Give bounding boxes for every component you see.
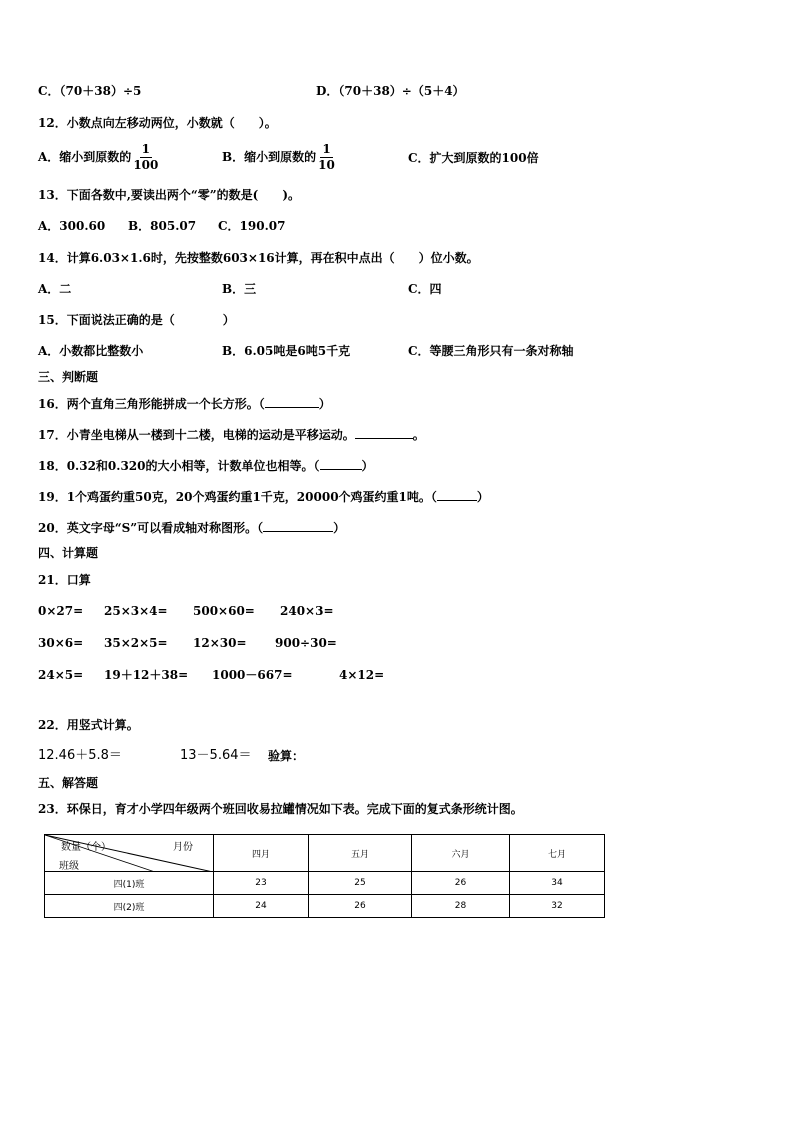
q18 [38,457,374,474]
table-cell: 23 [214,872,309,895]
q12-option-a-text: A．缩小到原数的 [38,150,132,164]
mental-calc-2-4: 900÷30= [275,636,337,650]
q22-stem: 22．用竖式计算。 [38,718,139,732]
answer-blank[interactable] [437,488,477,501]
q16-end: ） [318,397,331,411]
mental-calc-1-4: 240×3= [280,604,334,618]
q14-option-c: C．四 [408,282,442,296]
q18-end: ） [361,459,374,473]
q13-option-a: A．300.60 [38,219,106,233]
mental-calc-2-1: 30×6= [38,636,84,650]
answer-blank[interactable] [355,426,413,439]
numerator: 1 [322,142,331,156]
q20-text: 20．英文字母“S”可以看成轴对称图形。（ [38,521,264,535]
class-name: 四(1)班 [45,872,214,895]
q17 [38,426,425,443]
q16-text: 16．两个直角三角形能拼成一个长方形。（ [38,397,265,411]
mental-calc-2-2: 35×2×5= [104,636,168,650]
q12-option-b-text: B．缩小到原数的 [222,150,317,164]
vertical-calc-1: 12.46＋5.8＝ [38,748,122,763]
mental-calc-1-2: 25×3×4= [104,604,168,618]
mental-calc-1-1: 0×27= [38,604,84,618]
q12-option-a [38,142,160,173]
month-header: 六月 [412,835,510,872]
q15-option-b: B．6.05吨是6吨5千克 [222,344,351,358]
month-header: 七月 [510,835,605,872]
corner-label-class: 班级 [59,861,79,872]
corner-label-quantity: 数量（个） [61,842,111,853]
q19 [38,488,489,505]
table-row [45,872,605,895]
answer-blank[interactable] [320,457,362,470]
q19-text: 19．1个鸡蛋约重50克，20个鸡蛋约重1千克，20000个鸡蛋约重1吨。（ [38,490,437,504]
table-row [45,895,605,918]
q12-option-c: C．扩大到原数的100倍 [408,151,539,165]
q11-option-c: C．（70＋38）÷5 [38,84,142,98]
mental-calc-2-3: 12×30= [193,636,247,650]
mental-calc-3-1: 24×5= [38,668,84,682]
section-3-heading: 三、判断题 [38,370,99,384]
month-header: 四月 [214,835,309,872]
q15-option-a: A．小数都比整数小 [38,344,144,358]
section-5-heading: 五、解答题 [38,776,99,790]
q15-stem: 15．下面说法正确的是（ ） [38,313,235,327]
q13-stem: 13．下面各数中,要读出两个“零”的数是( )。 [38,188,301,202]
table-cell: 26 [309,895,412,918]
table-cell: 24 [214,895,309,918]
table-cell: 25 [309,872,412,895]
table-cell: 26 [412,872,510,895]
fraction-1-100 [133,142,158,173]
class-name: 四(2)班 [45,895,214,918]
mental-calc-3-3: 1000－667= [212,668,293,682]
check-label: 验算： [268,749,305,763]
table-cell: 32 [510,895,605,918]
q11-option-d: D．（70＋38）÷（5＋4） [316,84,465,98]
q16 [38,395,331,412]
q20 [38,519,345,536]
q17-end: 。 [412,428,425,442]
table-cell: 34 [510,872,605,895]
q18-text: 18．0.32和0.320的大小相等，计数单位也相等。（ [38,459,320,473]
fraction-1-10 [318,142,335,173]
q12-stem: 12．小数点向左移动两位，小数就（ ）。 [38,116,277,130]
mental-calc-1-3: 500×60= [193,604,255,618]
q17-text: 17．小青坐电梯从一楼到十二楼，电梯的运动是平移运动。 [38,428,355,442]
q21-stem: 21．口算 [38,573,91,587]
q14-stem: 14．计算6.03×1.6时，先按整数603×16计算，再在积中点出（ ）位小数。 [38,251,479,265]
q13-option-c: C．190.07 [218,219,286,233]
answer-blank[interactable] [265,395,319,408]
q19-end: ） [476,490,489,504]
table-corner-cell [45,835,214,872]
corner-label-month: 月份 [173,842,193,853]
answer-blank[interactable] [263,519,333,532]
q23-stem: 23．环保日，育才小学四年级两个班回收易拉罐情况如下表。完成下面的复式条形统计图。 [38,802,523,816]
month-header: 五月 [309,835,412,872]
q15-option-c: C．等腰三角形只有一条对称轴 [408,344,574,358]
q12-option-b [222,142,337,173]
mental-calc-3-4: 4×12= [339,668,385,682]
table-cell: 28 [412,895,510,918]
section-4-heading: 四、计算题 [38,546,99,560]
q13-option-b: B．805.07 [128,219,197,233]
recycling-table [44,834,605,918]
mental-calc-3-2: 19＋12＋38= [104,668,189,682]
denominator: 100 [133,158,159,172]
vertical-calc-2: 13－5.64＝ [180,748,252,763]
q14-option-b: B．三 [222,282,257,296]
q20-end: ） [333,521,346,535]
denominator: 10 [318,158,335,172]
q14-option-a: A．二 [38,282,72,296]
numerator: 1 [141,142,151,156]
